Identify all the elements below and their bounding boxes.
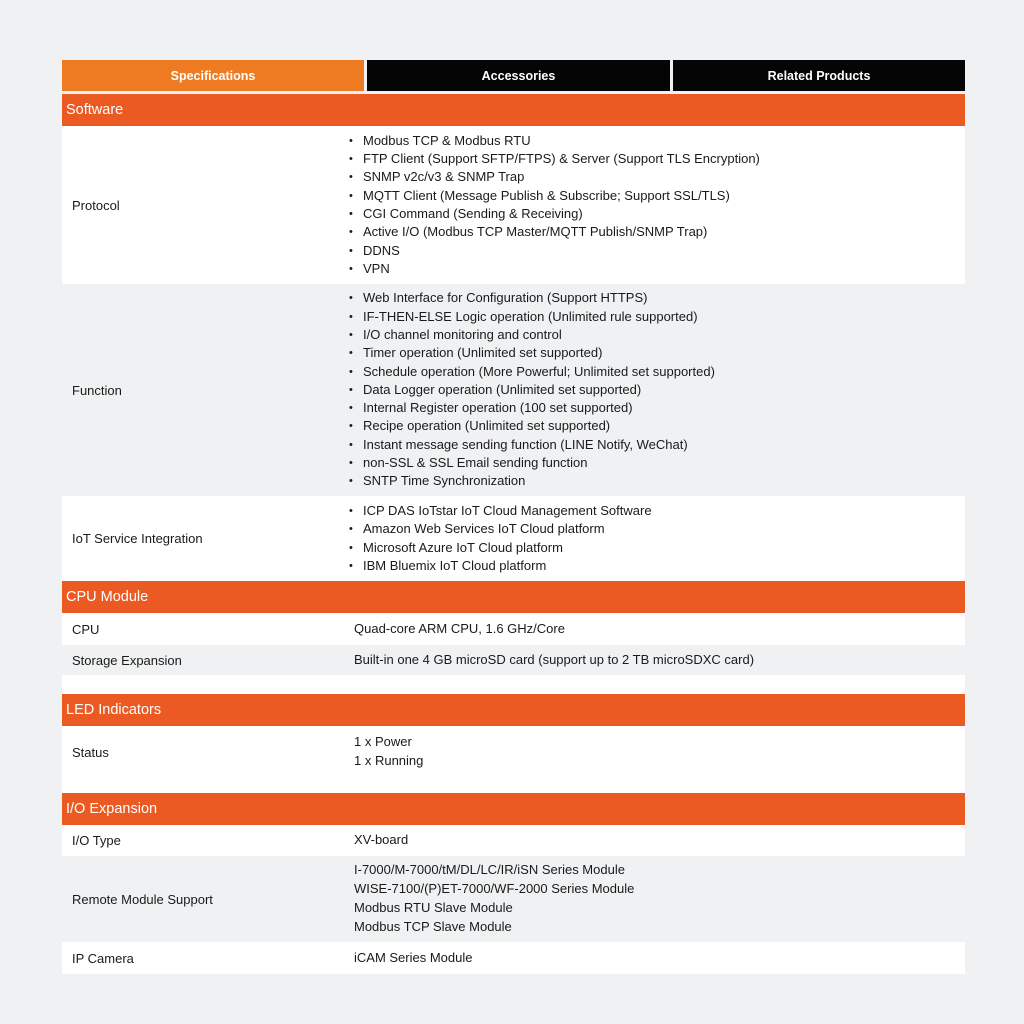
list-item: • FTP Client (Support SFTP/FTPS) & Server (Support TLS Encryption)	[349, 150, 965, 168]
row-label-function: Function	[72, 382, 122, 398]
row-value-iot	[62, 502, 965, 575]
spec-row-function	[62, 284, 965, 496]
list-item: • SNMP v2c/v3 & SNMP Trap	[349, 168, 965, 186]
spec-row-storage	[62, 645, 965, 675]
spec-row-ip-camera	[62, 942, 965, 974]
section-led-header: LED Indicators	[62, 694, 965, 726]
list-item: • SNTP Time Synchronization	[349, 472, 965, 490]
list-item: • ICP DAS IoTstar IoT Cloud Management Software	[349, 502, 965, 520]
row-label-iot: IoT Service Integration	[72, 531, 203, 546]
row-label-storage: Storage Expansion	[72, 652, 182, 668]
spacer-row	[62, 675, 965, 694]
list-item: Modbus RTU Slave Module	[354, 900, 513, 915]
list-item: • MQTT Client (Message Publish & Subscribe; Support SSL/TLS)	[349, 187, 965, 205]
row-value-cpu: Quad-core ARM CPU, 1.6 GHz/Core	[354, 620, 565, 636]
spec-row-io-type	[62, 825, 965, 856]
list-item: Modbus TCP Slave Module	[354, 918, 512, 934]
function-list	[62, 289, 965, 490]
list-item: • Recipe operation (Unlimited set supported)	[349, 417, 965, 435]
tab-accessories[interactable]: Accessories	[367, 60, 670, 91]
list-item: • Data Logger operation (Unlimited set supported)	[349, 381, 965, 399]
list-item: • CGI Command (Sending & Receiving)	[349, 205, 965, 223]
list-item: • Active I/O (Modbus TCP Master/MQTT Publish/SNMP Trap)	[349, 223, 965, 241]
list-item: WISE-7100/(P)ET-7000/WF-2000 Series Module	[354, 881, 635, 897]
row-value-storage: Built-in one 4 GB microSD card (support up to 2 TB microSDXC card)	[354, 651, 755, 667]
row-value-remote	[354, 861, 965, 936]
list-item: • VPN	[349, 260, 965, 278]
row-label-remote: Remote Module Support	[72, 891, 213, 907]
list-item: • Timer operation (Unlimited set supported)	[349, 344, 965, 362]
list-item: • non-SSL & SSL Email sending function	[349, 454, 965, 472]
list-item: • IF-THEN-ELSE Logic operation (Unlimited rule supported)	[349, 308, 965, 326]
row-value-status	[354, 733, 965, 771]
list-item: • Microsoft Azure IoT Cloud platform	[349, 539, 965, 557]
section-software-header: Software	[62, 94, 965, 126]
iot-list	[62, 502, 965, 575]
list-item: I-7000/M-7000/tM/DL/LC/IR/iSN Series Module	[354, 862, 625, 878]
list-item: 1 x Running	[354, 753, 424, 768]
tab-bar	[62, 60, 965, 91]
list-item: • Internal Register operation (100 set supported)	[349, 399, 965, 417]
section-io-header: I/O Expansion	[62, 793, 965, 825]
row-label-io-type: I/O Type	[72, 833, 121, 848]
list-item: • Web Interface for Configuration (Support HTTPS)	[349, 289, 965, 307]
list-item: • Modbus TCP & Modbus RTU	[349, 132, 965, 150]
row-value-ip-camera: iCAM Series Module	[354, 949, 473, 965]
spec-row-remote	[62, 856, 965, 942]
spec-row-protocol	[62, 126, 965, 284]
spec-row-iot	[62, 496, 965, 581]
list-item: • I/O channel monitoring and control	[349, 326, 965, 344]
tab-related-products[interactable]: Related Products	[673, 60, 965, 91]
row-value-io-type: XV-board	[354, 832, 409, 848]
tab-specifications[interactable]: Specifications	[62, 60, 364, 91]
spec-row-cpu	[62, 613, 965, 645]
spec-page	[62, 60, 965, 974]
list-item: 1 x Power	[354, 734, 412, 750]
row-label-ip-camera: IP Camera	[72, 950, 134, 966]
row-value-function	[62, 289, 965, 490]
list-item: • Schedule operation (More Powerful; Unlimited set supported)	[349, 363, 965, 381]
list-item: • Instant message sending function (LINE Notify, WeChat)	[349, 436, 965, 454]
row-value-protocol	[62, 132, 965, 278]
spec-row-status	[62, 726, 965, 778]
list-item: • IBM Bluemix IoT Cloud platform	[349, 557, 965, 575]
protocol-list	[62, 132, 965, 278]
row-label-status: Status	[72, 744, 109, 760]
row-label-protocol: Protocol	[72, 197, 120, 213]
row-label-cpu: CPU	[72, 621, 100, 637]
list-item: • Amazon Web Services IoT Cloud platform	[349, 520, 965, 538]
section-cpu-header: CPU Module	[62, 581, 965, 613]
list-item: • DDNS	[349, 242, 965, 260]
spacer-row	[62, 778, 965, 793]
